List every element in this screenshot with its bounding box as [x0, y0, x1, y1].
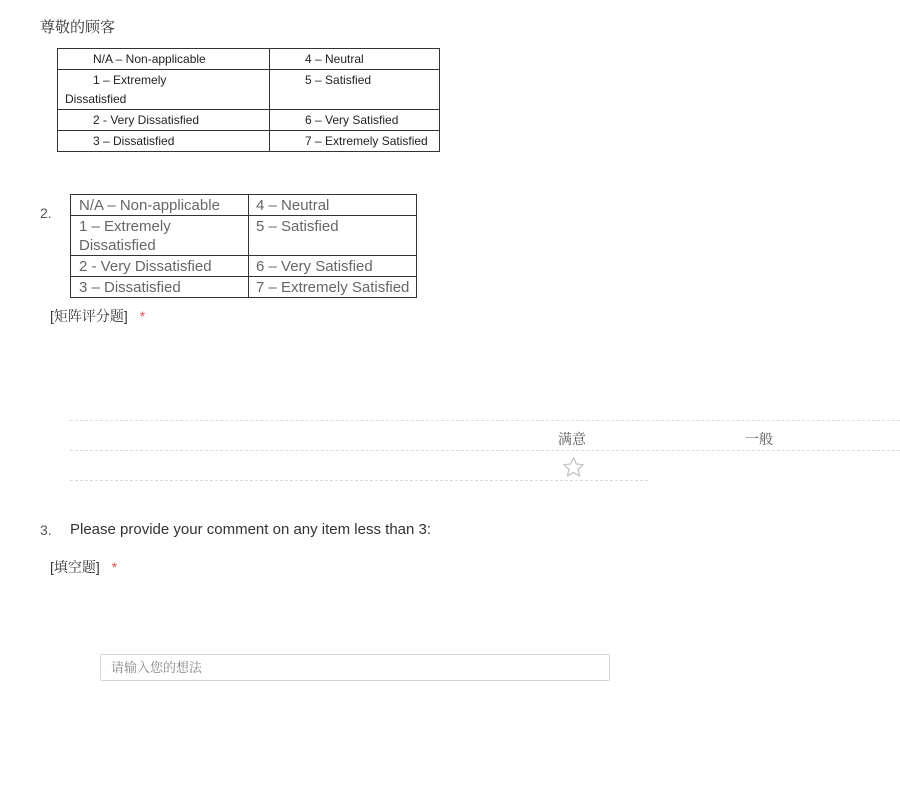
table-row [58, 49, 440, 70]
table-cell: 5 – Satisfied [249, 216, 417, 256]
rating-scale-table [57, 48, 440, 152]
table-cell: 6 – Very Satisfied [270, 110, 440, 131]
question-type-label [50, 306, 145, 326]
question-type-label [50, 557, 117, 577]
table-row [71, 256, 417, 277]
matrix-divider [70, 480, 648, 481]
table-row [71, 195, 417, 216]
question-type-text: [矩阵评分题] [50, 308, 128, 324]
matrix-column-header: 满意 [558, 431, 586, 447]
table-cell: 4 – Neutral [249, 195, 417, 216]
table-cell: 2 - Very Dissatisfied [58, 110, 270, 131]
table-cell: 7 – Extremely Satisfied [249, 277, 417, 298]
table-row [58, 110, 440, 131]
question-2-scale-table [70, 194, 417, 298]
table-cell: 3 – Dissatisfied [71, 277, 249, 298]
table-cell: 3 – Dissatisfied [58, 131, 270, 152]
required-marker: * [111, 559, 118, 575]
greeting-text: 尊敬的顾客 [40, 19, 116, 36]
table-row [58, 70, 440, 110]
table-cell: 5 – Satisfied [270, 70, 440, 110]
table-cell: 1 – Extremely Dissatisfied [71, 216, 249, 256]
required-marker: * [139, 308, 146, 324]
table-cell: N/A – Non-applicable [71, 195, 249, 216]
comment-input[interactable] [100, 654, 610, 681]
table-cell: 4 – Neutral [270, 49, 440, 70]
table-cell: 7 – Extremely Satisfied [270, 131, 440, 152]
question-title: Please provide your comment on any item less than 3: [70, 521, 432, 538]
cell-text-line: 1 – Extremely [93, 73, 167, 87]
table-cell: N/A – Non-applicable [58, 49, 270, 70]
matrix-divider [70, 420, 900, 421]
table-cell: 2 - Very Dissatisfied [71, 256, 249, 277]
table-row [71, 277, 417, 298]
table-cell: 6 – Very Satisfied [249, 256, 417, 277]
table-cell [58, 70, 270, 110]
question-type-text: [填空题] [50, 559, 100, 575]
table-row [58, 131, 440, 152]
question-number: 2. [40, 205, 52, 221]
star-icon-graphic [561, 455, 586, 480]
table-row [71, 216, 417, 256]
matrix-column-header: 一般 [745, 431, 773, 447]
question-number: 3. [40, 522, 52, 538]
cell-text-line: Dissatisfied [65, 92, 127, 106]
matrix-divider [70, 450, 900, 451]
